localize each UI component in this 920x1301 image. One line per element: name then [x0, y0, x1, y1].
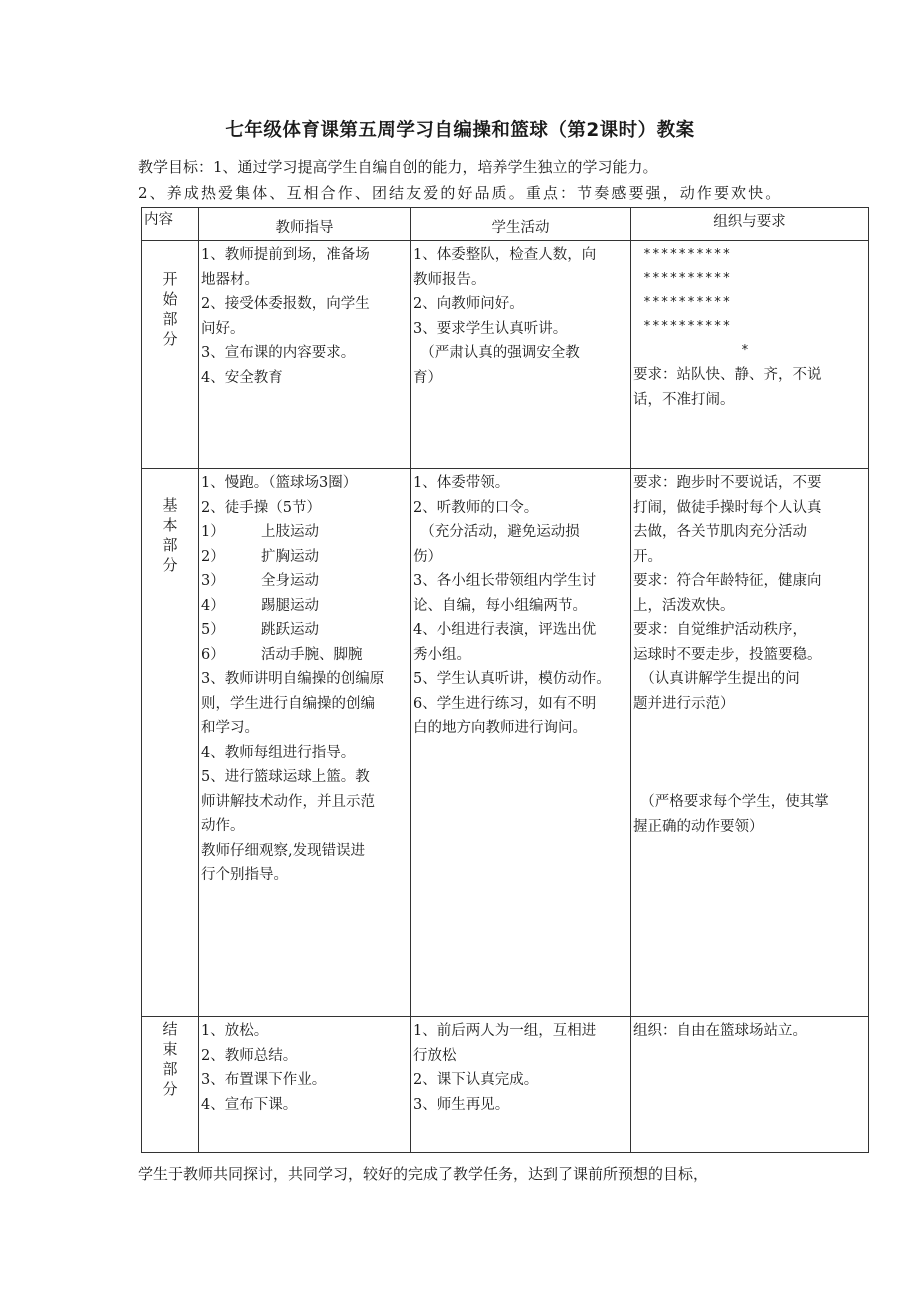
- summary-note: 学生于教师共同探讨，共同学习，较好的完成了教学任务，达到了课前所预想的目标，: [138, 1165, 709, 1183]
- list-item: 1） 上肢运动: [201, 524, 319, 540]
- basic-org-cell: 要求：跑步时不要说话，不要 打闹，做徒手操时每个人认真 去做，各关节肌肉充分活动 开。 要求：符合年龄特征，健康向 上，活泼欢快。 要求：自觉维护活动秩序， 运球时不要走步，投篮要稳。 （认真讲解学生提出的问 题并进行示范） （严格要求每个学生，使其掌 握正确的动作要领）: [631, 469, 869, 1017]
- formation-row: **********: [643, 247, 732, 262]
- teaching-goal-line-1: 教学目标：1、通过学习提高学生自编自创的能力，培养学生独立的学习能力。: [138, 158, 658, 176]
- start-teacher-cell: 1、教师提前到场，准备场 地器材。 2、接受体委报数，向学生 问好。 3、宣布课的内容要求。 4、安全教育: [199, 241, 411, 469]
- section-basic-row: [142, 469, 869, 1017]
- basic-student-cell: 1、体委带领。 2、听教师的口令。 （充分活动，避免运动损 伤） 3、各小组长带领组内学生讨 论、自编，每小组编两节。 4、小组进行表演，评选出优 秀小组。 5、学生认真听讲，模仿动作。 6、学生进行练习，如有不明 白的地方向教师进行询问。: [411, 469, 631, 1017]
- start-student-cell: 1、体委整队，检查人数，向 教师报告。 2、向教师问好。 3、要求学生认真听讲。 （严肃认真的强调安全教 育）: [411, 241, 631, 469]
- formation-diagram: [631, 241, 868, 363]
- lesson-plan-table: [141, 207, 869, 1153]
- section-end-row: [142, 1017, 869, 1153]
- list-item: 4） 踢腿运动: [201, 597, 319, 614]
- end-teacher-cell: 1、放松。 2、教师总结。 3、布置课下作业。 4、宣布下课。: [199, 1017, 411, 1153]
- basic-teacher-cell: 1、慢跑。（篮球场3圈） 2、徒手操（5节） 1） 上肢运动 2） 扩胸运动 3） 全身运动 4） 踢腿运动 5） 跳跃运动 6） 活动手腕、脚腕 3、教师讲明自编操的创编原 则，学生进行自编操的创编 和学习。 4、教师每组进行指导。 5、进行篮球运球上篮。教 师讲解技术动作，并且示范 动作。 教师仔细观察,发现错误进 行个别指导。: [199, 469, 411, 1017]
- list-item: 3） 全身运动: [201, 573, 319, 589]
- teaching-goal-line-2: 2、养成热爱集体、互相合作、团结友爱的好品质。重点：节奏感要强，动作要欢快。: [138, 184, 783, 202]
- header-content: 内容: [142, 208, 199, 241]
- list-item: 2） 扩胸运动: [201, 548, 319, 565]
- header-teacher: 教师指导: [199, 208, 411, 241]
- formation-row: **********: [643, 271, 732, 286]
- section-start-name: 开 始 部 分: [142, 241, 199, 469]
- list-item: 6） 活动手腕、脚腕: [201, 646, 363, 663]
- section-basic-name: 基 本 部 分: [142, 469, 199, 1017]
- teacher-position-mark: *: [741, 343, 750, 358]
- page-title: 七年级体育课第五周学习自编操和篮球（第2课时）教案: [225, 120, 695, 141]
- section-end-name: 结 束 部 分: [142, 1017, 199, 1153]
- end-org-cell: 组织：自由在篮球场站立。: [631, 1017, 869, 1153]
- end-student-cell: 1、前后两人为一组，互相进 行放松 2、课下认真完成。 3、师生再见。: [411, 1017, 631, 1153]
- list-item: 5） 跳跃运动: [201, 622, 319, 638]
- header-student: 学生活动: [411, 208, 631, 241]
- section-start-row: [142, 241, 869, 469]
- formation-row: **********: [643, 295, 732, 310]
- formation-row: **********: [643, 319, 732, 334]
- start-org-cell: ********** ********** ********** ********** * 要求：站队快、静、齐，不说 话，不准打闹。: [631, 241, 869, 469]
- header-org: 组织与要求: [631, 208, 869, 241]
- table-header-row: [142, 208, 869, 241]
